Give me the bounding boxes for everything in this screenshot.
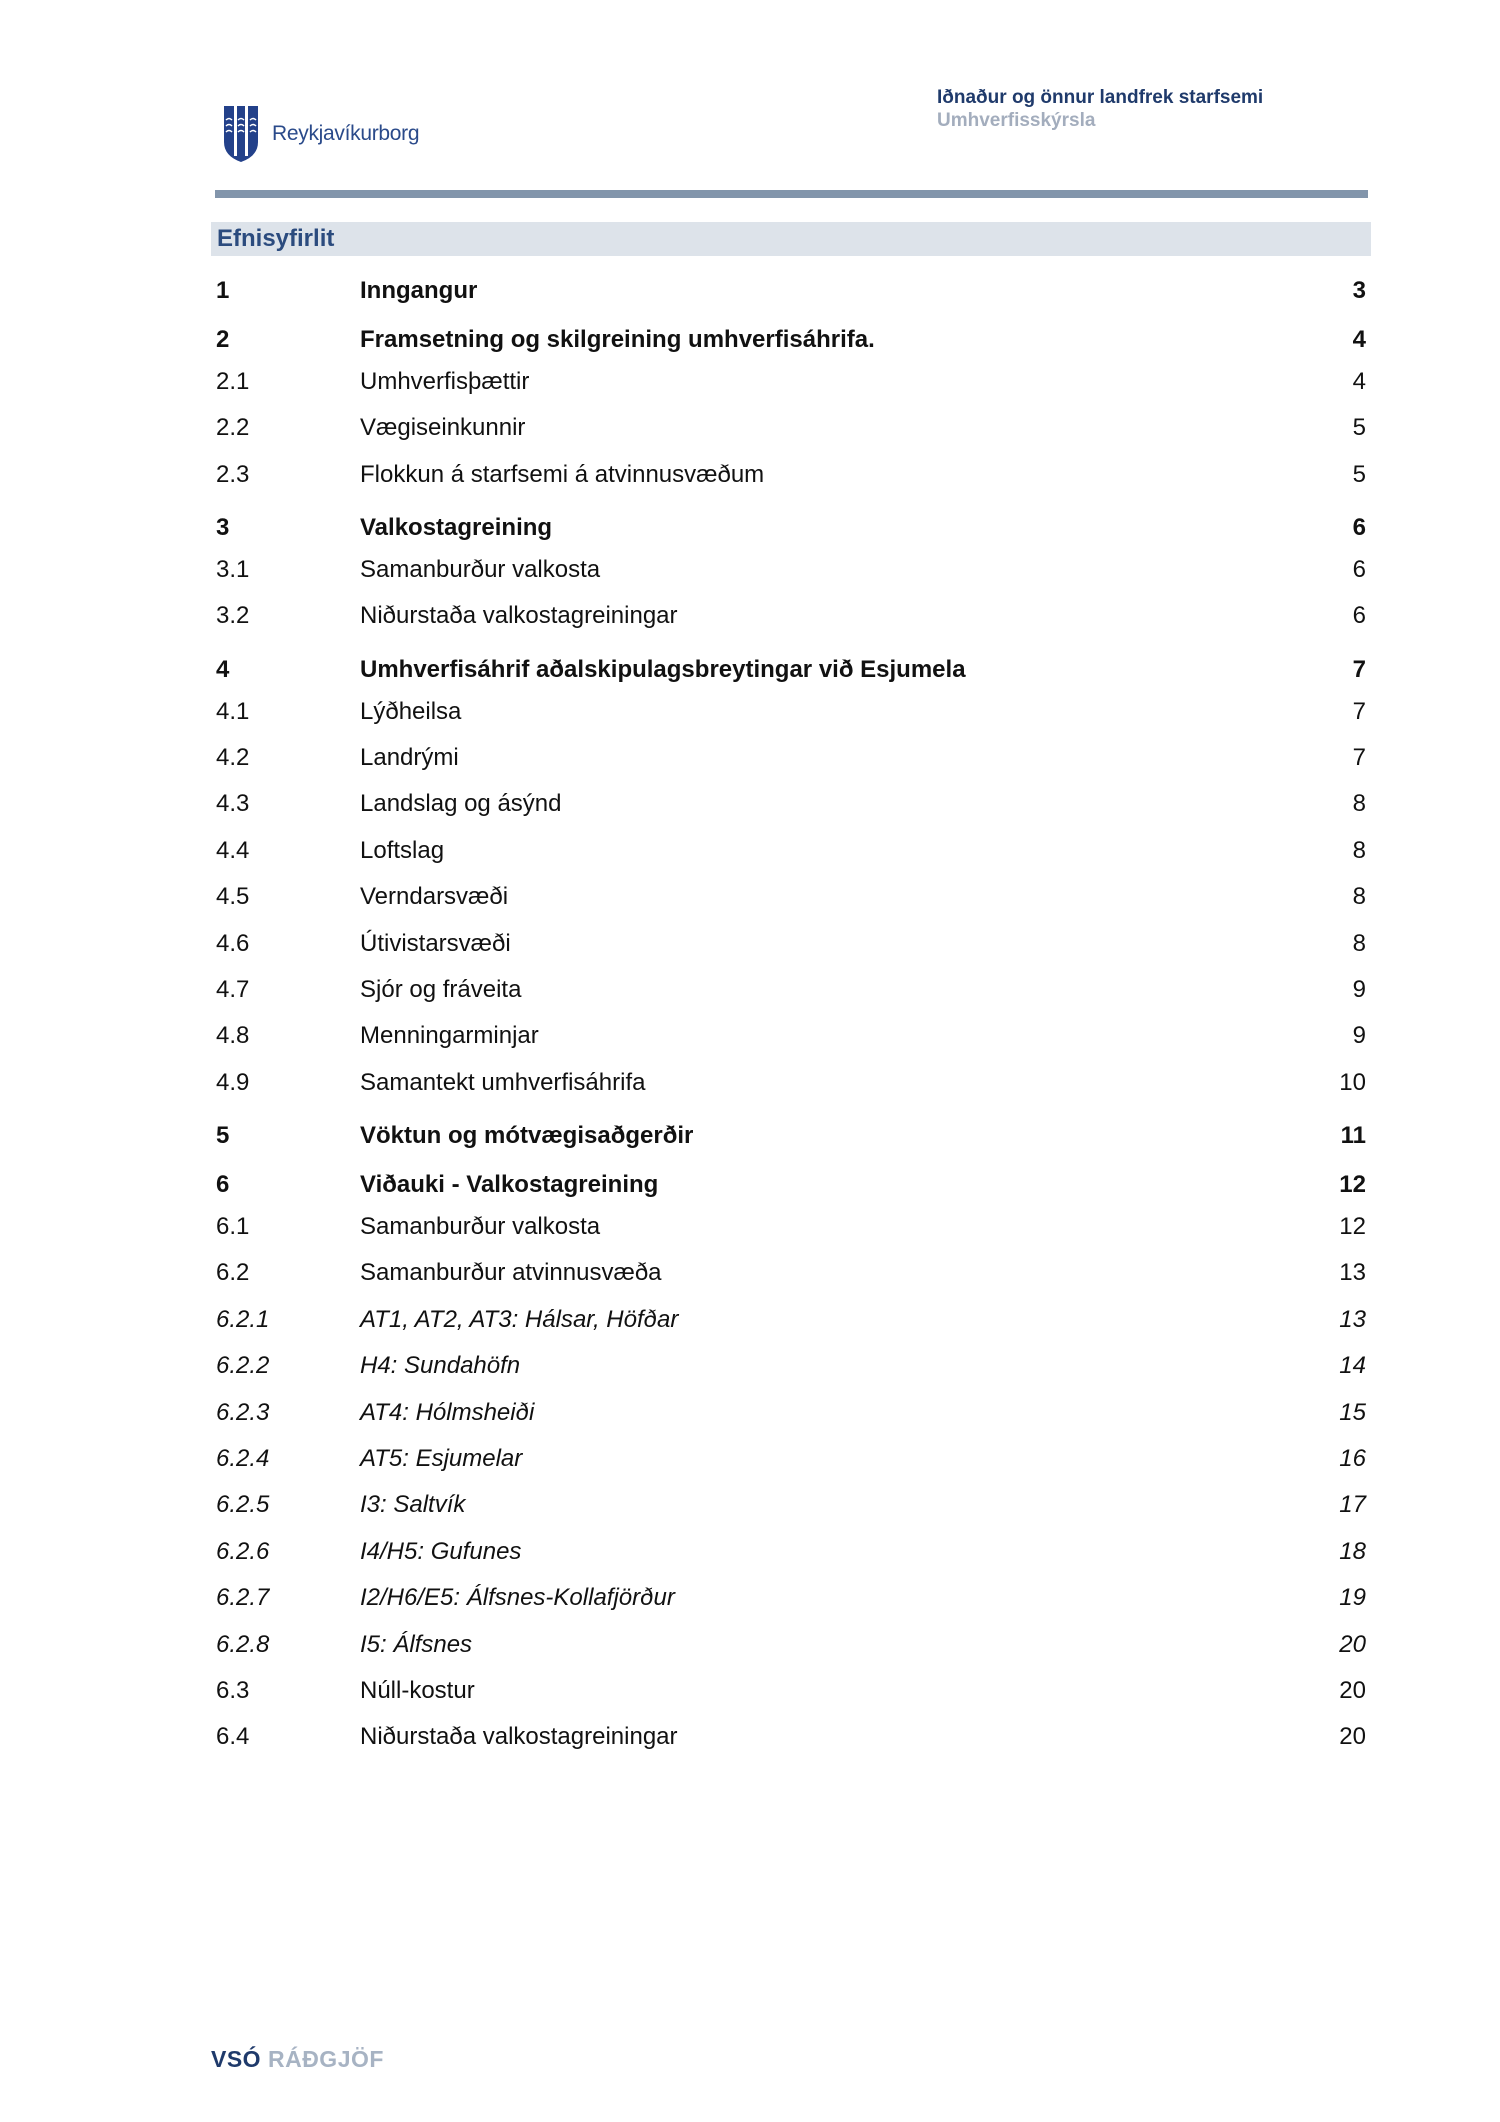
toc-entry-title: AT4: Hólmsheiði	[360, 1398, 535, 1426]
toc-entry[interactable]	[216, 1389, 1366, 1435]
toc-entry-number: 6.2.5	[216, 1491, 270, 1519]
toc-entry[interactable]	[216, 359, 1366, 405]
toc-entry[interactable]	[216, 967, 1366, 1013]
toc-entry-title: Útivistarsvæði	[360, 929, 511, 957]
toc-entry-number: 6.2.3	[216, 1398, 270, 1426]
toc-entry-page: 16	[1339, 1444, 1366, 1472]
toc-entry[interactable]	[216, 1113, 1366, 1159]
toc-entry-page: 6	[1352, 602, 1366, 630]
toc-heading-band	[211, 222, 1371, 256]
toc-entry-page: 12	[1339, 1213, 1366, 1240]
toc-entry[interactable]	[216, 828, 1366, 874]
toc-entry[interactable]	[216, 1343, 1366, 1389]
toc-entry-number: 3	[216, 514, 230, 542]
toc-entry-title: Verndarsvæði	[360, 883, 509, 911]
toc-entry-page: 20	[1339, 1723, 1366, 1751]
toc-entry[interactable]	[216, 1297, 1366, 1343]
toc-entry-title: Valkostagreining	[360, 514, 553, 542]
toc-entry-number: 3.2	[216, 602, 250, 630]
toc-entry-number: 2.1	[216, 367, 250, 395]
toc-entry[interactable]	[216, 735, 1366, 781]
toc-entry[interactable]	[216, 1529, 1366, 1575]
toc-entry[interactable]	[216, 1013, 1366, 1059]
toc-entry[interactable]	[216, 1436, 1366, 1482]
toc-entry-title: Inngangur	[360, 277, 478, 305]
toc-entry-title: AT1, AT2, AT3: Hálsar, Höfðar	[360, 1305, 679, 1333]
toc-entry-page: 15	[1339, 1398, 1366, 1426]
toc-entry[interactable]	[216, 1668, 1366, 1714]
toc-entry-number: 4	[216, 655, 230, 683]
toc-entry-title: Niðurstaða valkostagreiningar	[360, 602, 678, 630]
toc-entry-number: 4.7	[216, 976, 250, 1004]
toc-entry[interactable]	[216, 781, 1366, 827]
toc-entry-page: 5	[1352, 460, 1366, 488]
toc-entry[interactable]	[216, 547, 1366, 593]
toc-entry-page: 20	[1339, 1630, 1366, 1658]
toc-entry[interactable]	[216, 1621, 1366, 1667]
document-header	[937, 86, 1263, 132]
toc-entry-number: 6.2.8	[216, 1630, 270, 1658]
toc-entry[interactable]	[216, 1714, 1366, 1760]
toc-entry-number: 4.3	[216, 790, 250, 818]
toc-entry-title: Vægiseinkunnir	[360, 414, 526, 442]
toc-entry-page: 8	[1352, 929, 1366, 957]
toc-entry-page: 8	[1352, 836, 1366, 864]
toc-entry-title: Viðauki - Valkostagreining	[360, 1171, 659, 1199]
toc-entry-page: 19	[1339, 1584, 1366, 1612]
coat-of-arms-icon	[222, 104, 260, 164]
toc-entry-title: Niðurstaða valkostagreiningar	[360, 1723, 678, 1751]
toc-entry-title: I2/H6/E5: Álfsnes-Kollafjörður	[360, 1584, 675, 1612]
footer-brand-radgjof: RÁÐGJÖF	[267, 2046, 384, 2072]
toc-entry-page: 13	[1339, 1305, 1366, 1333]
document-subtitle: Umhverfisskýrsla	[937, 110, 1096, 131]
toc-entry-page: 20	[1339, 1676, 1366, 1704]
toc-entry-page: 7	[1352, 655, 1366, 683]
toc-entry[interactable]	[216, 874, 1366, 920]
toc-entry-title: Landrými	[360, 744, 459, 772]
toc-entry-number: 6.3	[216, 1676, 250, 1704]
toc-entry[interactable]	[216, 593, 1366, 639]
toc-entry[interactable]	[216, 268, 1366, 314]
toc-entry-number: 6.2.4	[216, 1444, 270, 1472]
toc-entry-number: 6	[216, 1171, 230, 1199]
toc-entry-number: 6.2.1	[216, 1305, 270, 1333]
toc-entry-number: 6.1	[216, 1213, 250, 1240]
toc-entry-title: Loftslag	[360, 836, 445, 864]
toc-entry-page: 14	[1339, 1352, 1366, 1380]
toc-entry-title: Framsetning og skilgreining umhverfisáhrifa.	[360, 326, 875, 354]
toc-entry-title: Lýðheilsa	[360, 697, 462, 725]
toc-entry[interactable]	[216, 317, 1366, 363]
toc-entry-number: 1	[216, 277, 230, 305]
toc-entry-title: Flokkun á starfsemi á atvinnusvæðum	[360, 460, 765, 488]
toc-entry[interactable]	[216, 920, 1366, 966]
header-divider	[215, 190, 1368, 198]
document-title: Iðnaður og önnur landfrek starfsemi	[937, 87, 1264, 108]
toc-entry-page: 11	[1340, 1122, 1366, 1150]
toc-entry-page: 9	[1352, 976, 1366, 1004]
toc-entry-title: Samanburður atvinnusvæða	[360, 1259, 662, 1287]
toc-entry-page: 6	[1352, 556, 1366, 584]
toc-entry-title: Samanburður valkosta	[360, 556, 601, 584]
toc-entry-title: I4/H5: Gufunes	[360, 1537, 522, 1565]
logo-text: Reykjavíkurborg	[272, 122, 420, 145]
toc-entry-number: 4.6	[216, 929, 250, 957]
toc-entry-number: 6.2	[216, 1259, 250, 1287]
toc-entry-number: 4.9	[216, 1068, 250, 1096]
reykjavik-logo	[222, 104, 419, 164]
toc-entry-number: 6.2.2	[216, 1352, 270, 1380]
toc-entry-page: 7	[1352, 744, 1366, 772]
toc-entry[interactable]	[216, 1575, 1366, 1621]
toc-entry[interactable]	[216, 505, 1366, 551]
toc-entry-title: Sjór og fráveita	[360, 976, 522, 1004]
toc-entry[interactable]	[216, 405, 1366, 451]
toc-entry-page: 3	[1352, 277, 1366, 305]
footer-brand-vso: VSÓ	[211, 2046, 262, 2072]
toc-entry-page: 9	[1352, 1022, 1366, 1050]
toc-entry-number: 6.2.6	[216, 1537, 270, 1565]
toc-entry-number: 6.4	[216, 1723, 250, 1751]
toc-entry-page: 5	[1352, 414, 1366, 442]
toc-entry-number: 2.2	[216, 414, 250, 442]
toc-entry[interactable]	[216, 1204, 1366, 1250]
toc-entry-title: Núll-kostur	[360, 1676, 475, 1704]
toc-entry-title: Landslag og ásýnd	[360, 790, 562, 818]
toc-entry-page: 18	[1339, 1537, 1366, 1565]
toc-entry-number: 4.5	[216, 883, 250, 911]
toc-entry-number: 2.3	[216, 460, 250, 488]
toc-entry-page: 10	[1339, 1068, 1366, 1096]
toc-entry[interactable]	[216, 1250, 1366, 1296]
toc-entry-title: Samanburður valkosta	[360, 1213, 601, 1240]
toc-entry-title: Umhverfisáhrif aðalskipulagsbreytingar við Esjumela	[360, 655, 966, 683]
toc-entry-number: 4.8	[216, 1022, 250, 1050]
toc-entry-title: I5: Álfsnes	[360, 1630, 473, 1658]
footer-logo	[211, 2046, 384, 2073]
table-of-contents	[216, 268, 1366, 1761]
toc-entry-title: Samantekt umhverfisáhrifa	[360, 1068, 646, 1096]
toc-entry-page: 8	[1352, 883, 1366, 911]
toc-entry-page: 8	[1352, 790, 1366, 818]
toc-entry[interactable]	[216, 647, 1366, 693]
toc-entry[interactable]	[216, 452, 1366, 498]
toc-entry-number: 3.1	[216, 556, 250, 584]
toc-entry-number: 6.2.7	[216, 1584, 270, 1612]
toc-entry-title: Menningarminjar	[360, 1022, 539, 1050]
toc-entry-page: 4	[1352, 326, 1366, 354]
toc-entry-number: 5	[216, 1122, 230, 1150]
toc-entry-title: Vöktun og mótvægisaðgerðir	[360, 1122, 694, 1150]
toc-entry-page: 12	[1339, 1171, 1366, 1199]
toc-entry-page: 6	[1352, 514, 1366, 542]
toc-entry-page: 7	[1352, 697, 1366, 725]
toc-entry[interactable]	[216, 1482, 1366, 1528]
toc-heading: Efnisyfirlit	[217, 225, 335, 252]
toc-entry[interactable]	[216, 1162, 1366, 1208]
toc-entry-number: 4.4	[216, 836, 250, 864]
toc-entry-title: I3: Saltvík	[360, 1491, 466, 1519]
toc-entry[interactable]	[216, 1060, 1366, 1106]
toc-entry-title: AT5: Esjumelar	[360, 1444, 523, 1472]
toc-entry-number: 2	[216, 326, 230, 354]
toc-entry-number: 4.1	[216, 697, 250, 725]
toc-entry-number: 4.2	[216, 744, 250, 772]
toc-entry-title: Umhverfisþættir	[360, 367, 530, 395]
toc-entry[interactable]	[216, 689, 1366, 735]
toc-entry-page: 17	[1339, 1491, 1366, 1519]
toc-entry-title: H4: Sundahöfn	[360, 1352, 521, 1380]
toc-entry-page: 4	[1352, 367, 1366, 395]
toc-entry-page: 13	[1339, 1259, 1366, 1287]
